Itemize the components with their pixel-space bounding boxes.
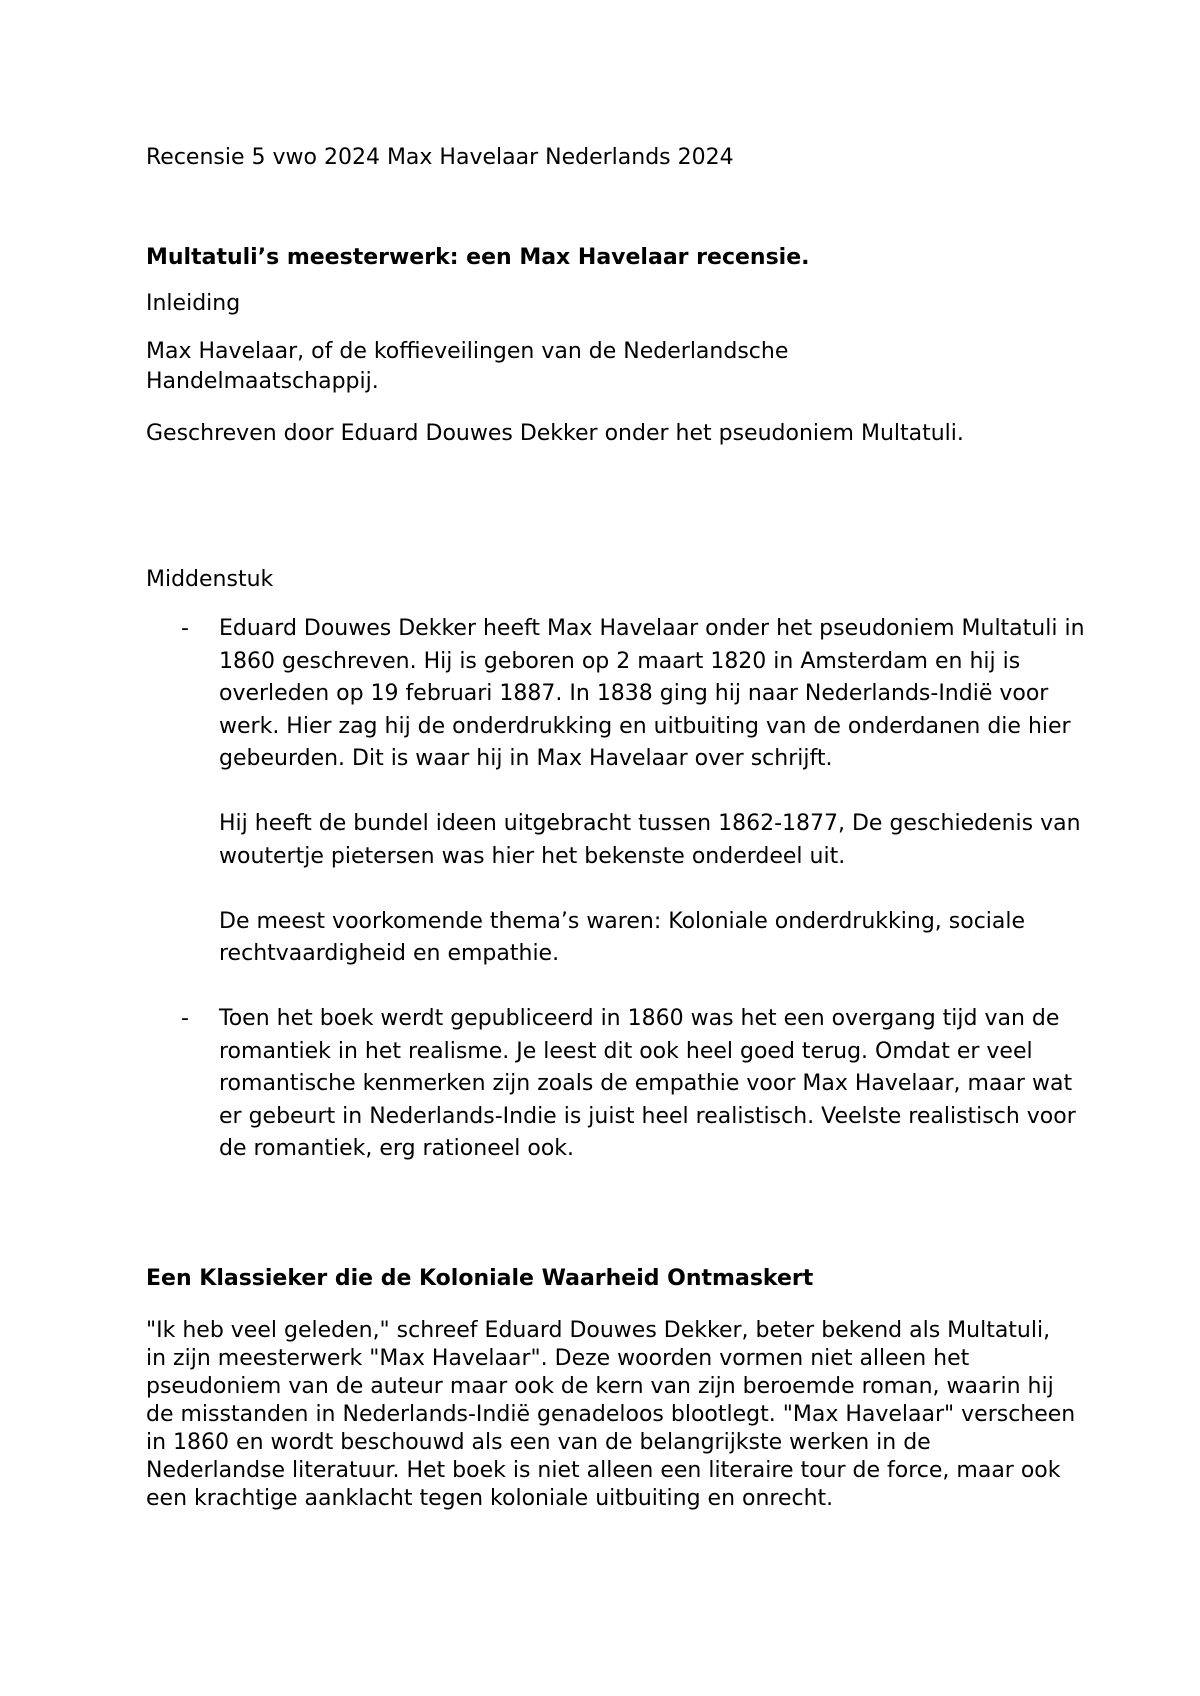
- middle-bullet-list: [146, 613, 1086, 1166]
- section-body-paragraph: "Ik heb veel geleden," schreef Eduard Douwes Dekker, beter bekend als Multatuli, in zijn meesterwerk "Max Havelaar". Deze woorden vormen niet alleen het pseudoniem van de auteur maar ook de kern van zijn beroemde roman, waarin hij de misstanden in Nederlands-Indië genadeloos blootlegt. "Max Havelaar" verscheen in 1860 en wordt beschouwd als een van de belangrijkste werken in de Nederlandse literatuur. Het boek is niet alleen een literaire tour de force, maar ook een krachtige aanklacht tegen koloniale uitbuiting en onrecht.: [146, 1318, 1076, 1511]
- bullet-item-author: [146, 613, 1086, 971]
- bullet-marker: -: [181, 1006, 189, 1031]
- bullet-marker: -: [181, 616, 189, 641]
- bullet-paragraph-themes: De meest voorkomende thema’s waren: Koloniale onderdrukking, sociale rechtvaardigheid en empathie.: [219, 908, 1026, 966]
- document-title: Multatuli’s meesterwerk: een Max Havelaar recensie.: [146, 245, 810, 270]
- intro-heading: Inleiding: [146, 291, 241, 316]
- middle-heading: Middenstuk: [146, 567, 274, 592]
- section-heading: Een Klassieker die de Koloniale Waarheid Ontmaskert: [146, 1266, 814, 1291]
- bullet-paragraph-biography: Eduard Douwes Dekker heeft Max Havelaar onder het pseudoniem Multatuli in 1860 geschreven. Hij is geboren op 2 maart 1820 in Amsterdam en hij is overleden op 19 februari 1887. In 1838 ging hij naar Nederlands-Indië voor werk. Hier zag hij de onderdrukking en uitbuiting van de onderdanen die hier gebeurden. Dit is waar hij in Max Havelaar over schrijft.: [219, 616, 1085, 771]
- bullet-paragraph-literary-period: Toen het boek werdt gepubliceerd in 1860 was het een overgang tijd van de romantiek in het realisme. Je leest dit ook heel goed terug. Omdat er veel romantische kenmerken zijn zoals de empathie voor Max Havelaar, maar wat er gebeurt in Nederlands-Indie is juist heel realistisch. Veelste realistisch voor de romantiek, erg rationeel ook.: [219, 1006, 1076, 1161]
- document-header-line: Recensie 5 vwo 2024 Max Havelaar Nederlands 2024: [146, 145, 734, 170]
- intro-author-line: Geschreven door Eduard Douwes Dekker onder het pseudoniem Multatuli.: [146, 421, 964, 446]
- intro-book-subtitle: Max Havelaar, of de koffieveilingen van de Nederlandsche Handelmaatschappij.: [146, 339, 789, 394]
- bullet-paragraph-ideen: Hij heeft de bundel ideen uitgebracht tussen 1862-1877, De geschiedenis van woutertje pietersen was hier het bekenste onderdeel uit.: [219, 811, 1081, 869]
- bullet-item-period: [146, 1003, 1086, 1166]
